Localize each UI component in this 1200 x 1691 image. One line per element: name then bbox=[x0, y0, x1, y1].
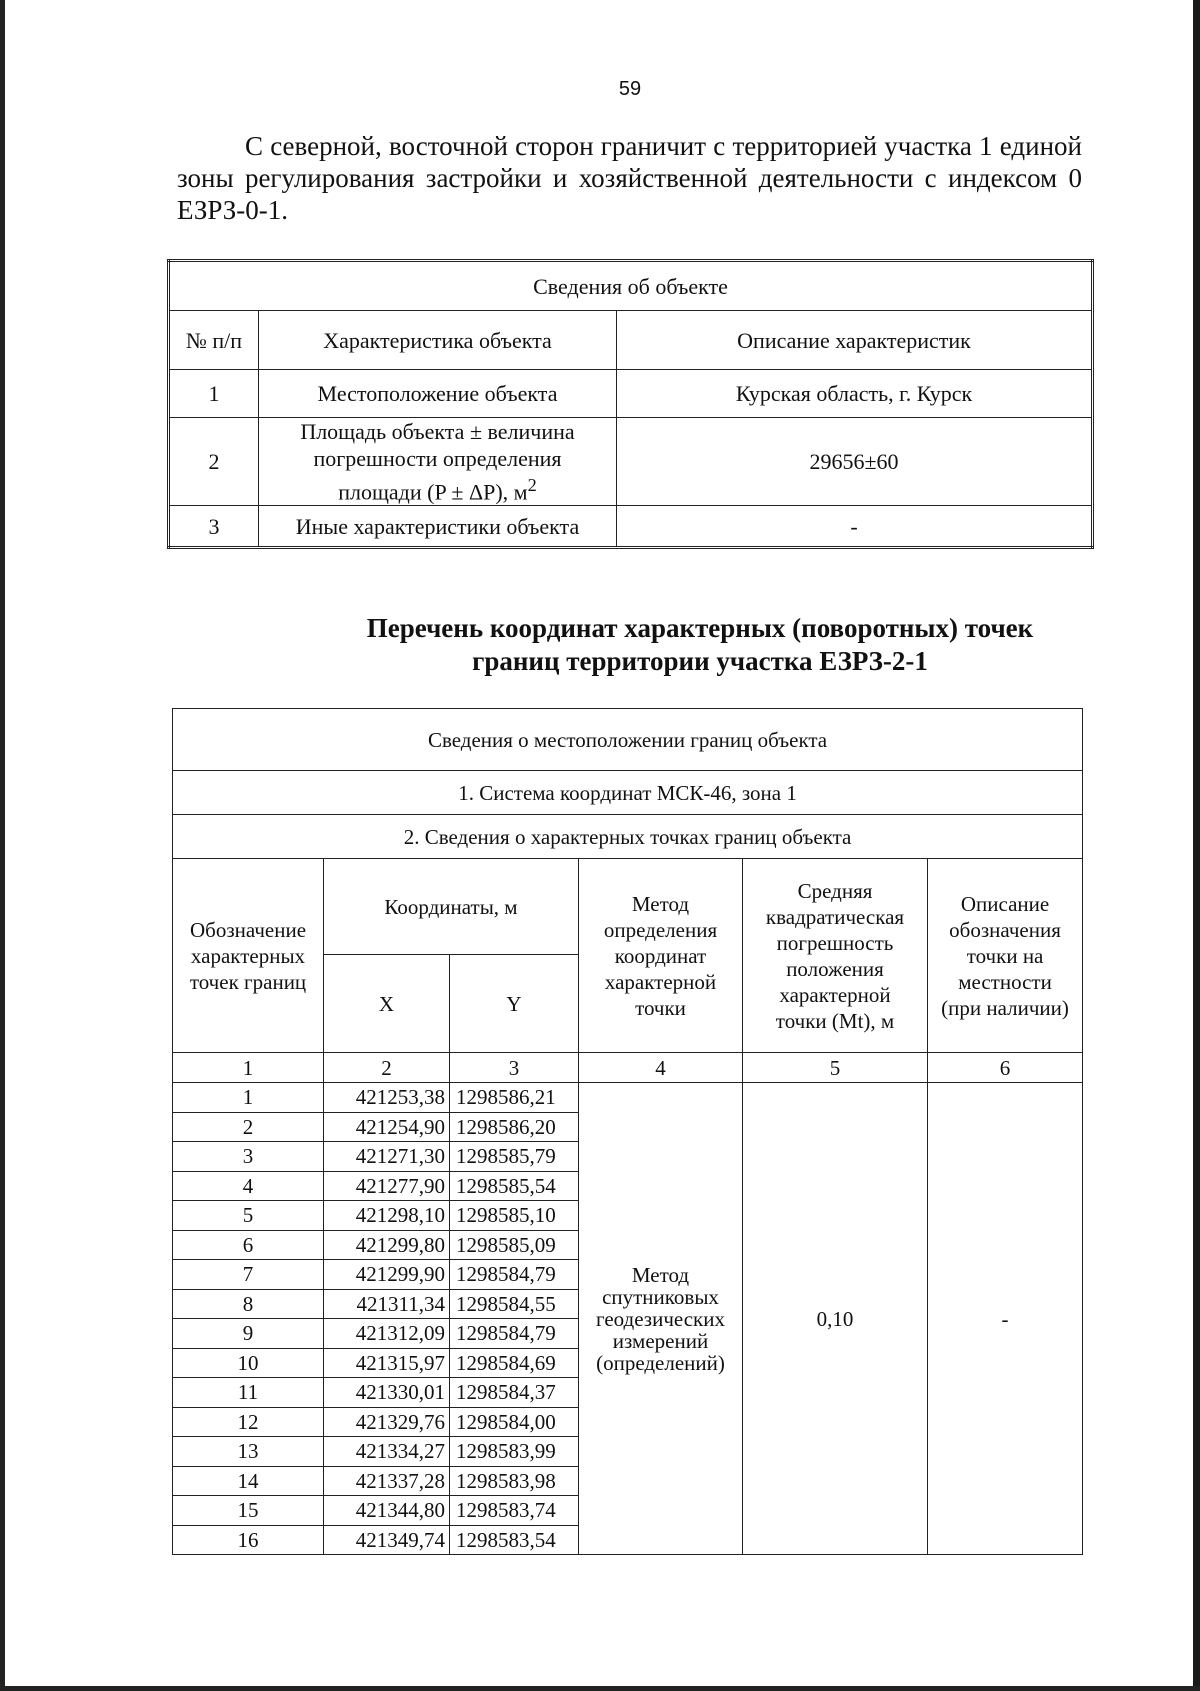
object-row-characteristic bbox=[259, 418, 617, 506]
header-line: точки (Mt), м bbox=[775, 1008, 895, 1033]
column-number: 5 bbox=[743, 1053, 928, 1083]
header-line: координат bbox=[614, 943, 707, 968]
coord-system: 1. Система координат МСК-46, зона 1 bbox=[173, 771, 1083, 815]
point-x: 421271,30 bbox=[324, 1142, 450, 1172]
point-x: 421277,90 bbox=[324, 1171, 450, 1201]
header-line: характерных bbox=[190, 943, 306, 968]
point-y: 1298583,99 bbox=[450, 1437, 579, 1467]
point-x: 421299,90 bbox=[324, 1260, 450, 1290]
point-y: 1298585,10 bbox=[450, 1201, 579, 1231]
object-info-table bbox=[167, 259, 1094, 549]
point-x: 421334,27 bbox=[324, 1437, 450, 1467]
object-header-characteristic: Характеристика объекта bbox=[259, 311, 617, 370]
method-line: спутниковых bbox=[602, 1284, 719, 1309]
point-number: 3 bbox=[173, 1142, 324, 1172]
object-header-description: Описание характеристик bbox=[617, 311, 1093, 370]
header-coordinates: Координаты, м bbox=[324, 859, 579, 955]
point-number: 13 bbox=[173, 1437, 324, 1467]
point-number: 14 bbox=[173, 1466, 324, 1496]
header-line: характерной bbox=[604, 969, 717, 994]
point-number: 1 bbox=[173, 1083, 324, 1113]
scan-edge-left bbox=[0, 0, 5, 1691]
point-y: 1298585,09 bbox=[450, 1230, 579, 1260]
method-cell bbox=[579, 1083, 743, 1555]
object-row-description: Курская область, г. Курск bbox=[617, 370, 1093, 418]
coordinates-table bbox=[172, 708, 1083, 1555]
section-heading-line: границ территории участка ЕЗРЗ-2-1 bbox=[472, 646, 928, 676]
object-row-characteristic: Иные характеристики объекта bbox=[259, 506, 617, 548]
point-number: 5 bbox=[173, 1201, 324, 1231]
column-number: 1 bbox=[173, 1053, 324, 1083]
point-x: 421254,90 bbox=[324, 1112, 450, 1142]
object-row-num: 1 bbox=[169, 370, 259, 418]
characteristic-line-text: площади (P ± ΔP), м bbox=[338, 479, 528, 505]
mean-error-value: 0,10 bbox=[743, 1083, 928, 1555]
point-x: 421330,01 bbox=[324, 1378, 450, 1408]
point-y: 1298585,79 bbox=[450, 1142, 579, 1172]
column-number: 4 bbox=[579, 1053, 743, 1083]
point-number: 2 bbox=[173, 1112, 324, 1142]
header-line: обозначения bbox=[949, 917, 1061, 942]
point-x: 421315,97 bbox=[324, 1348, 450, 1378]
object-row-num: 3 bbox=[169, 506, 259, 548]
point-number: 15 bbox=[173, 1496, 324, 1526]
point-x: 421329,76 bbox=[324, 1407, 450, 1437]
point-y: 1298583,74 bbox=[450, 1496, 579, 1526]
header-line: местности bbox=[958, 969, 1052, 994]
point-x: 421298,10 bbox=[324, 1201, 450, 1231]
scan-edge-bottom bbox=[0, 1686, 1200, 1691]
point-y: 1298583,54 bbox=[450, 1525, 579, 1555]
point-number: 8 bbox=[173, 1289, 324, 1319]
coord-table-title: Сведения о местоположении границ объекта bbox=[173, 709, 1083, 771]
point-number: 4 bbox=[173, 1171, 324, 1201]
header-line: погрешность bbox=[776, 930, 894, 955]
table-row bbox=[173, 1083, 1083, 1113]
point-number: 6 bbox=[173, 1230, 324, 1260]
square-unit-superscript: 2 bbox=[527, 475, 537, 495]
point-x: 421312,09 bbox=[324, 1319, 450, 1349]
object-row-num: 2 bbox=[169, 418, 259, 506]
point-y: 1298586,20 bbox=[450, 1112, 579, 1142]
point-y: 1298585,54 bbox=[450, 1171, 579, 1201]
point-y: 1298583,98 bbox=[450, 1466, 579, 1496]
point-number: 7 bbox=[173, 1260, 324, 1290]
point-x: 421299,80 bbox=[324, 1230, 450, 1260]
header-point-designation bbox=[173, 859, 324, 1053]
point-y: 1298586,21 bbox=[450, 1083, 579, 1113]
header-line: Описание bbox=[960, 891, 1050, 916]
header-line: точек границ bbox=[189, 969, 307, 994]
header-line: точки bbox=[635, 995, 686, 1020]
point-number: 11 bbox=[173, 1378, 324, 1408]
section-heading-line: Перечень координат характерных (поворотных) точек bbox=[366, 613, 1034, 643]
page-number: 59 bbox=[618, 78, 642, 100]
point-y: 1298584,55 bbox=[450, 1289, 579, 1319]
object-row-description: - bbox=[617, 506, 1093, 548]
point-y: 1298584,37 bbox=[450, 1378, 579, 1408]
header-line: точки на bbox=[966, 943, 1044, 968]
point-x: 421337,28 bbox=[324, 1466, 450, 1496]
object-row bbox=[169, 418, 1093, 506]
method-line: измерений bbox=[612, 1328, 709, 1353]
method-line: геодезических bbox=[595, 1306, 725, 1331]
method-line: Метод bbox=[631, 1262, 690, 1287]
header-line: (при наличии) bbox=[941, 995, 1069, 1020]
header-line: Средняя bbox=[797, 878, 873, 903]
object-row-description: 29656±60 bbox=[617, 418, 1093, 506]
column-number: 6 bbox=[928, 1053, 1083, 1083]
header-point-description bbox=[928, 859, 1083, 1053]
object-row bbox=[169, 370, 1093, 418]
header-line: положения bbox=[786, 956, 884, 981]
point-y: 1298584,00 bbox=[450, 1407, 579, 1437]
header-line: Обозначение bbox=[189, 917, 307, 942]
point-y: 1298584,79 bbox=[450, 1319, 579, 1349]
header-line: характерной bbox=[779, 982, 891, 1007]
header-line: Метод bbox=[631, 891, 690, 916]
section-heading bbox=[290, 612, 1110, 678]
scan-edge-right bbox=[1193, 0, 1200, 1691]
object-table-title: Сведения об объекте bbox=[169, 261, 1093, 311]
point-description-value: - bbox=[928, 1083, 1083, 1555]
point-y: 1298584,69 bbox=[450, 1348, 579, 1378]
characteristic-line: погрешности определения bbox=[313, 446, 562, 471]
point-y: 1298584,79 bbox=[450, 1260, 579, 1290]
characteristic-line: Площадь объекта ± величина bbox=[300, 419, 575, 444]
point-number: 12 bbox=[173, 1407, 324, 1437]
object-header-num: № п/п bbox=[169, 311, 259, 370]
header-mean-error bbox=[743, 859, 928, 1053]
coord-table-subtitle: 2. Сведения о характерных точках границ объекта bbox=[173, 815, 1083, 859]
object-row bbox=[169, 506, 1093, 548]
intro-paragraph bbox=[177, 130, 1082, 226]
point-number: 10 bbox=[173, 1348, 324, 1378]
point-number: 16 bbox=[173, 1525, 324, 1555]
header-line: определения bbox=[603, 917, 718, 942]
header-method bbox=[579, 859, 743, 1053]
intro-text: С северной, восточной сторон граничит с территорией участка 1 единой зоны регулирования застройки и хозяйственной деятельности с индексом 0 ЕЗРЗ-0-1. bbox=[177, 131, 1082, 225]
point-x: 421253,38 bbox=[324, 1083, 450, 1113]
characteristic-line bbox=[259, 472, 616, 505]
method-line: (определений) bbox=[596, 1350, 725, 1375]
point-x: 421349,74 bbox=[324, 1525, 450, 1555]
column-number: 2 bbox=[324, 1053, 450, 1083]
header-line: квадратическая bbox=[765, 904, 905, 929]
header-x: X bbox=[324, 955, 450, 1053]
object-row-characteristic: Местоположение объекта bbox=[259, 370, 617, 418]
point-x: 421344,80 bbox=[324, 1496, 450, 1526]
header-y: Y bbox=[450, 955, 579, 1053]
point-x: 421311,34 bbox=[324, 1289, 450, 1319]
point-number: 9 bbox=[173, 1319, 324, 1349]
column-number: 3 bbox=[450, 1053, 579, 1083]
